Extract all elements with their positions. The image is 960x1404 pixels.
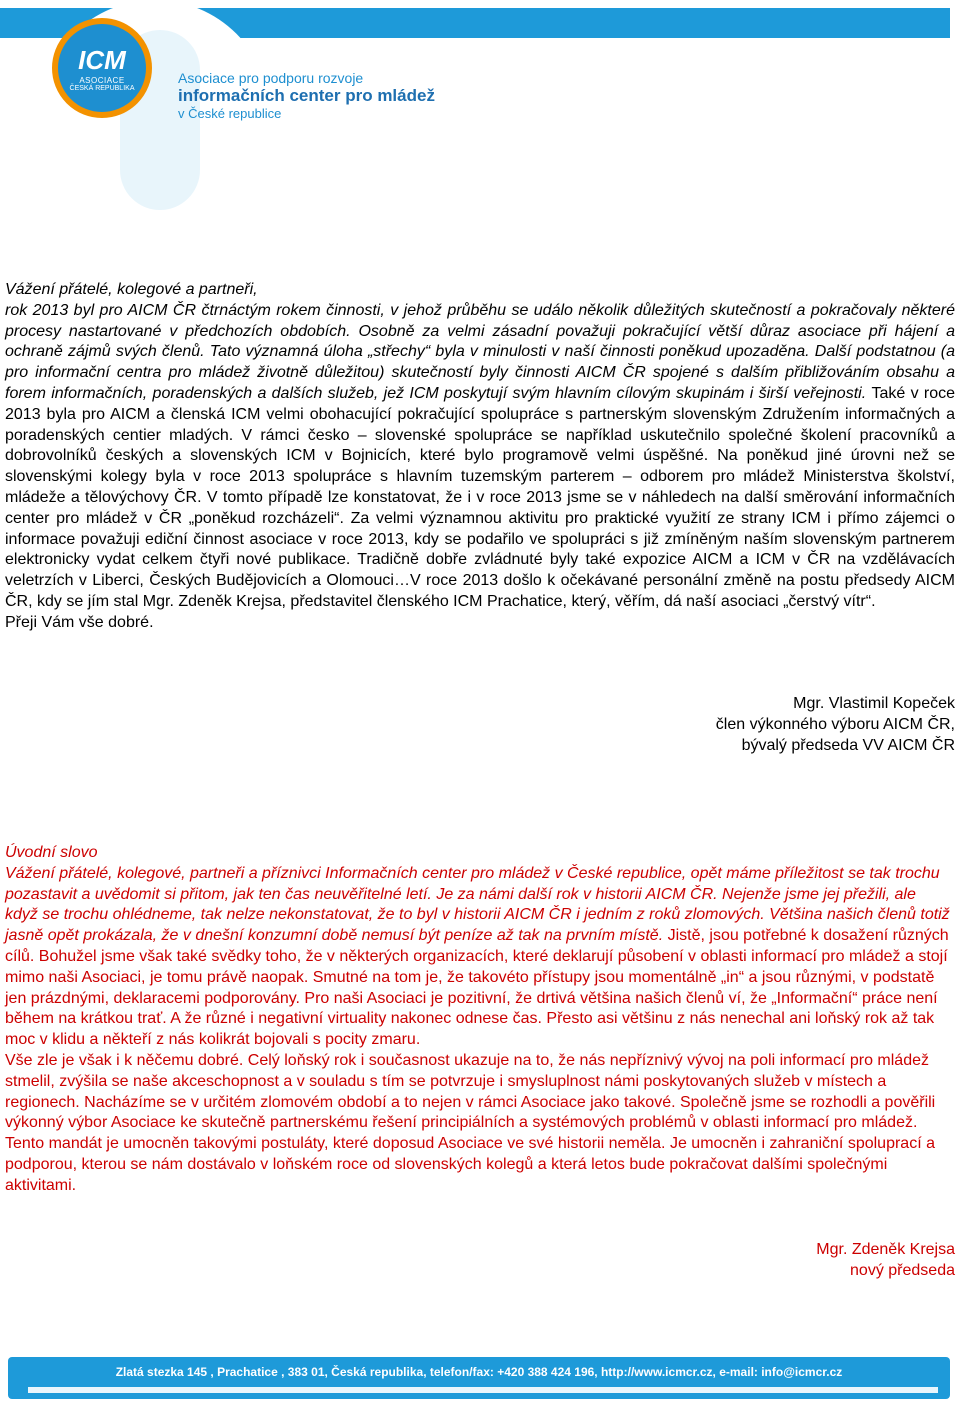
intro-paragraph-1 [5, 864, 950, 1051]
letterhead [0, 0, 950, 220]
intro-para1-italic: Vážení přátelé, kolegové, partneři a příznivci Informačních center pro mládež v České republice, opět máme příležitost se tak trochu pozastavit a uvědomit si přitom, jak ten čas neuvěřitelné letí. Je za námi další rok v historii AICM ČR. Nejenže jsme jej přežili, ale když se trochu ohlédneme, tak nelze nekonstatovat, že to byl v historii AICM ČR i jedním z roků zlomových. Většina našich členů totiž jasně opět prokázala, že v dnešní konzumní době nemusí být peníze až tak na prvním místě. [5, 864, 950, 945]
footer-bar [8, 1357, 950, 1399]
intro-paragraph-3: Tento mandát je umocněn takovými postuláty, které doposud Asociace ve své historii neměla. Je umocněn i zahraniční spoluprací a podporou, kterou se nám dostávalo v loňském roce od slovenských kolegů a která letos bude pokračovat dalšími společnými aktivitami. [5, 1135, 935, 1194]
former-chair-letter [5, 280, 955, 634]
letter-body [5, 301, 955, 613]
logo-subtitle: ASOCIACE [79, 75, 125, 85]
icm-logo [52, 18, 152, 118]
logo-mark: ICM [78, 44, 126, 75]
letter-closing: Přeji Vám vše dobré. [5, 613, 154, 631]
introduction-section [5, 843, 950, 1197]
signature-block-1 [716, 694, 955, 756]
intro-para1-upright: Jistě, jsou potřebné k dosažení různých cílů. Bohužel jsme však také svědky toho, že v některých organizacích, které deklarují působení v oblasti informací pro mládež a stojí mimo naši Asociaci, je tomu právě naopak. Smutné na tom je, že takovéto přístupy jsou momentálně „in“ a jsou různými, v podstatě jen prázdnými, deklaracemi podporovány. Pro naši Asociaci je pozitivní, že drtivá většina našich členů ví, že „Informační“ práce není během na krátkou trať. A že různé i negativní virtuality nakonec odnese čas. Přesto asi většinu z nás nenechal ani loňský rok až tak moc v klidu a někteří z nás kolikrát bojovali s pocity zmaru. [5, 927, 949, 1049]
signer-role: člen výkonného výboru AICM ČR, [715, 715, 955, 733]
org-line1: Asociace pro podporu rozvoje [178, 70, 364, 86]
intro-paragraph-2: Vše zle je však i k něčemu dobré. Celý loňský rok i současnost ukazuje na to, že nás nepříznivý vývoj na poli informací pro mládež stmelil, zvýšila se naše akceschopnost a v souladu s tím se potvrzuje i smysluplnost námi poskytovaných služeb v místech a regionech. Nacházíme se v určitém zlomovém období a to nejen v rámci Asociace jako takové. Společně jsme se rozhodli a pověřili výkonný výbor Asociace ke skutečně partnerskému řešení principiálních a systémových problémů v oblasti informací pro mládež. [5, 1051, 936, 1132]
signer-name: Mgr. Vlastimil Kopeček [793, 695, 955, 712]
signature-block-2 [816, 1240, 955, 1282]
letter-body-upright: Také v roce 2013 byla pro AICM a členská ICM velmi obohacující pokračující spolupráce s partnerským slovenským Združením informačných a poradenských centier mladých. V rámci česko – slovenské spolupráce se například uskutečnilo společné školení pracovníků a dobrovolníků českých a slovenských ICM v Bojnicích, které bylo programově velmi úspěšné. Na poněkud jiné úrovni než se slovenskými kolegy byla v roce 2013 spolupráce s hlavním tuzemským parterem – odborem pro mládež Ministerstva školství, mládeže a tělovýchovy ČR. V tomto případě lze konstatovat, že i v roce 2013 jsme se v náhledech na další směrování informačních center pro mládež v ČR „poněkud rozcházeli“. Za velmi významnou aktivitu pro praktické využití ze strany ICM i přímo zájemci o informace považuji ediční činnost asociace v roce 2013, kdy se podařilo ve spolupráci s již zmíněným naším slovenským partnerem elektronicky vydat celkem čtyři nové publikace. Tradičně dobře zvládnuté byly také expozice AICM a ICM v ČR na vzdělávacích veletrzích v Liberci, Českých Budějovicích a Olomouci…V roce 2013 došlo k očekávané personální změně na postu předsedy AICM ČR, kdy se jím stal Mgr. Zdeněk Krejsa, představitel členského ICM Prachatice, který, věřím, dá naší asociaci „čerstvý vítr“. [5, 384, 955, 610]
org-line2: informačních center pro mládež [178, 86, 435, 105]
letter-body-italic: rok 2013 byl pro AICM ČR čtrnáctým rokem činnosti, v jehož průběhu se událo několik důležitých skutečností a pokračovaly některé procesy nastartované v předchozích obdobích. Osobně za velmi zásadní považuji pokračující větší důraz asociace při hájení a ochraně zájmů svých členů. Tato významná úloha „střechy“ byla v minulosti v naší činnosti poněkud upozaděna. Další podstatnou (a pro informační centra pro mládež životně důležitou) skutečností byly činnosti AICM ČR spojené s dalším přibližováním obsahu a forem informačních, poradenských a dalších služeb, jež ICM poskytují svým hlavním cílovým skupinám i širší veřejnosti. [5, 301, 955, 402]
new-chair-role: nový předseda [850, 1261, 955, 1279]
org-line3: v České republice [178, 106, 282, 121]
organization-title [178, 70, 478, 121]
footer-stripe [28, 1387, 938, 1393]
footer-contact: Zlatá stezka 145 , Prachatice , 383 01, Česká republika, telefon/fax: +420 388 424 196, http://www.icmcr.cz, e-mail: info@icmcr.cz [115, 1365, 843, 1379]
section-heading: Úvodní slovo [5, 844, 98, 861]
logo-country: ČESKÁ REPUBLIKA [69, 84, 135, 92]
signer-former-role: bývalý předseda VV AICM ČR [741, 736, 955, 754]
letter-greeting: Vážení přátelé, kolegové a partneři, [5, 281, 258, 298]
new-chair-name: Mgr. Zdeněk Krejsa [816, 1241, 955, 1258]
